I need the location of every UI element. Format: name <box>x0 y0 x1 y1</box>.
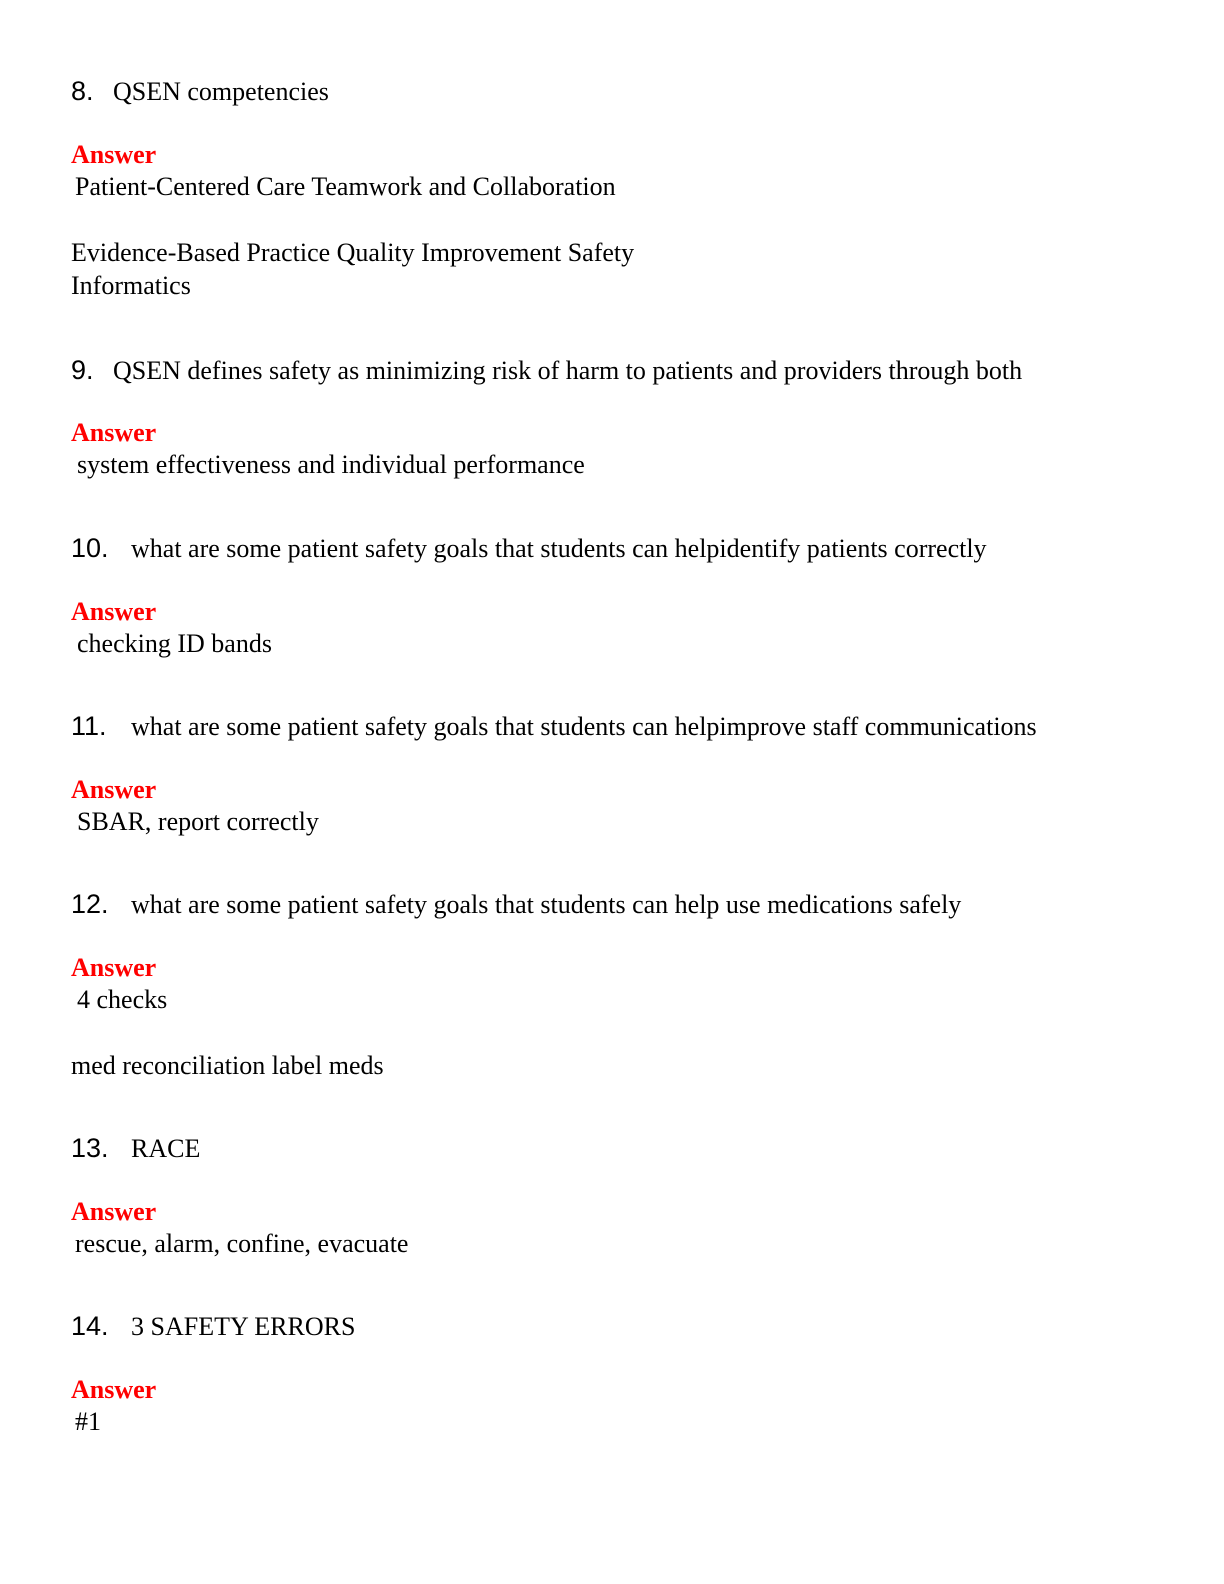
answer-text: rescue, alarm, confine, evacuate <box>75 1229 409 1258</box>
question-number: 9. <box>71 355 94 385</box>
question-10 <box>71 533 987 564</box>
answer-text: #1 <box>75 1407 101 1436</box>
question-text: what are some patient safety goals that students can helpimprove staff communications <box>131 712 1037 741</box>
question-9 <box>71 355 1022 386</box>
answer-label: Answer <box>71 775 157 804</box>
question-11 <box>71 711 1037 742</box>
question-14 <box>71 1311 355 1342</box>
question-text: QSEN defines safety as minimizing risk of harm to patients and providers through both <box>113 356 1023 385</box>
question-number: 11. <box>71 711 107 741</box>
answer-text: Patient-Centered Care Teamwork and Collaboration <box>75 172 616 201</box>
question-number: 8. <box>71 76 94 106</box>
question-text: what are some patient safety goals that students can help use medications safely <box>131 890 962 919</box>
answer-text: Informatics <box>71 271 191 300</box>
answer-text: Evidence-Based Practice Quality Improvement Safety <box>71 238 635 267</box>
question-text: 3 SAFETY ERRORS <box>131 1312 356 1341</box>
question-number: 12. <box>71 889 109 919</box>
answer-text: med reconciliation label meds <box>71 1051 384 1080</box>
answer-label: Answer <box>71 1197 157 1226</box>
answer-label: Answer <box>71 140 157 169</box>
question-8 <box>71 76 329 107</box>
question-text: what are some patient safety goals that students can helpidentify patients correctly <box>131 534 987 563</box>
answer-text: SBAR, report correctly <box>77 807 319 836</box>
question-13 <box>71 1133 200 1164</box>
question-number: 10. <box>71 533 109 563</box>
answer-text: system effectiveness and individual performance <box>77 450 585 479</box>
answer-label: Answer <box>71 1375 157 1404</box>
question-number: 14. <box>71 1311 109 1341</box>
answer-text: checking ID bands <box>77 629 272 658</box>
question-text: QSEN competencies <box>113 77 329 106</box>
question-12 <box>71 889 961 920</box>
answer-text: 4 checks <box>77 985 168 1014</box>
question-text: RACE <box>131 1134 201 1163</box>
answer-label: Answer <box>71 953 157 982</box>
question-number: 13. <box>71 1133 109 1163</box>
answer-label: Answer <box>71 597 157 626</box>
answer-label: Answer <box>71 418 157 447</box>
